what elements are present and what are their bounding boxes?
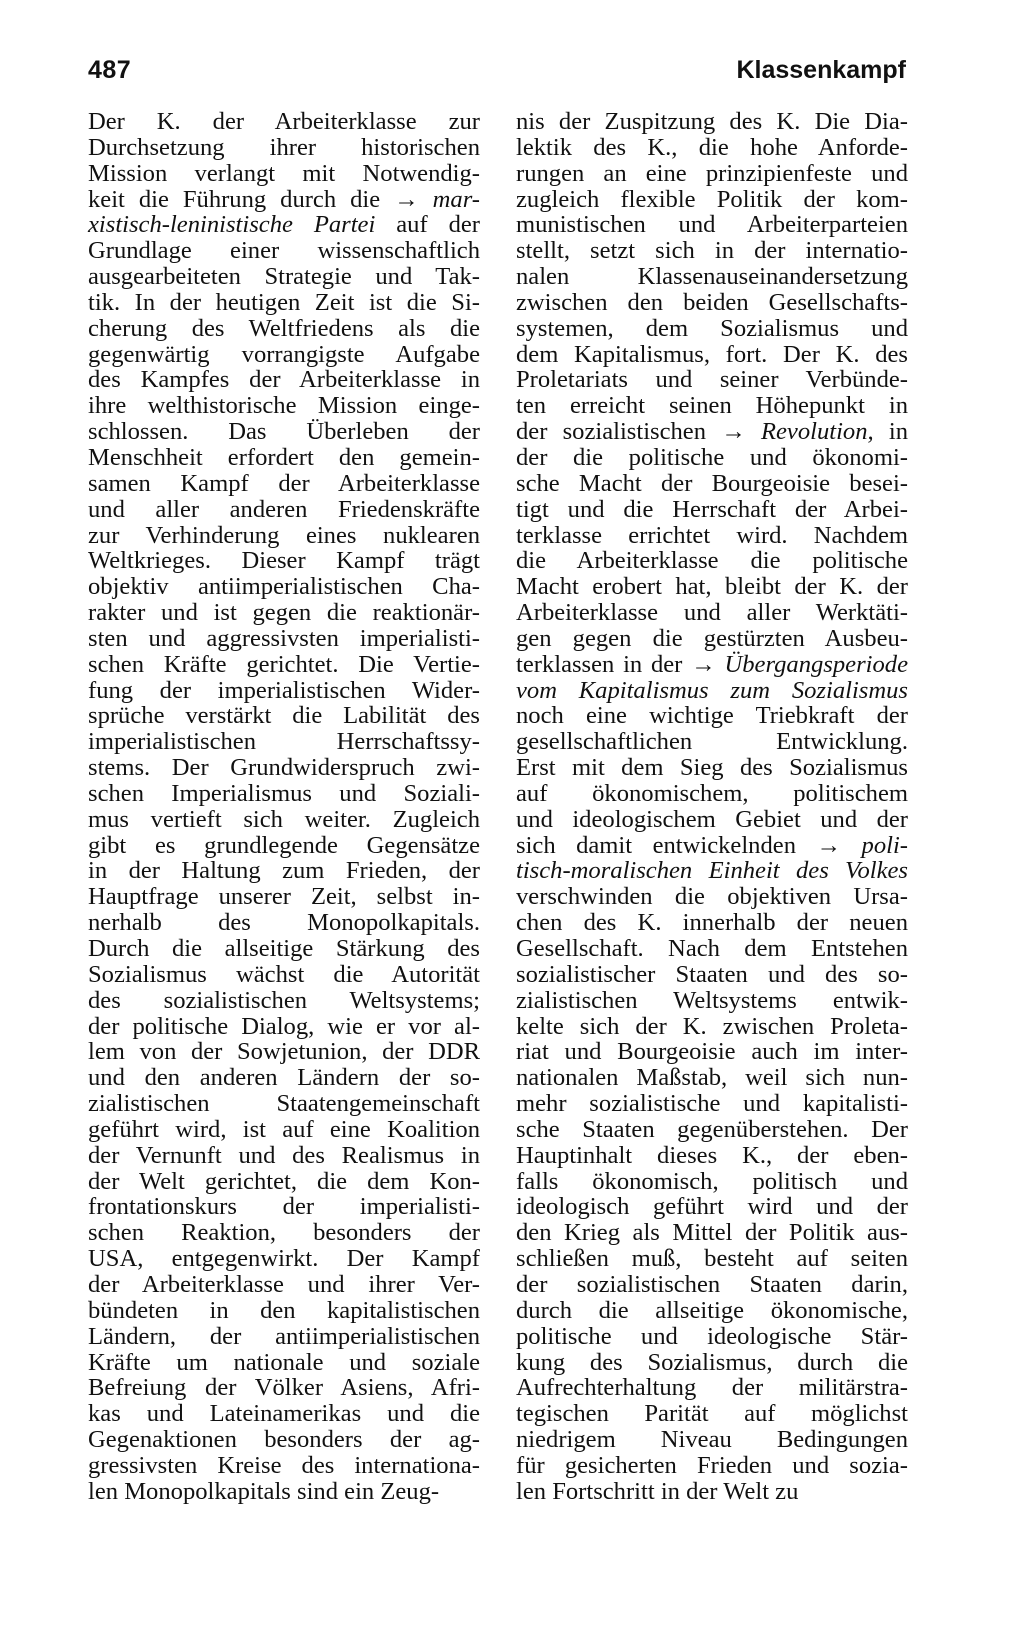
- text-line: [88, 936, 480, 962]
- text-segment: gegenwärtig vorrangigste Aufgabe: [88, 340, 480, 368]
- text-line: [88, 135, 480, 161]
- text-segment: ideologisch geführt wird und der: [516, 1193, 908, 1221]
- text-line: [516, 471, 908, 497]
- text-segment: ihre welthistorische Mission einge-: [88, 392, 480, 420]
- text-line: [88, 833, 480, 859]
- text-segment: Arbeiterklasse und aller Werktäti-: [516, 599, 908, 627]
- text-column-left: [88, 109, 480, 1505]
- text-segment: der sozialistischen →: [516, 418, 761, 446]
- text-segment: rakter und ist gegen die reaktionär-: [88, 599, 480, 627]
- text-line: [516, 858, 908, 884]
- text-segment: sche Staaten gegenüberstehen. Der: [516, 1115, 908, 1143]
- text-segment: munistischen und Arbeiterparteien: [516, 211, 908, 239]
- text-line: [516, 393, 908, 419]
- text-line: [516, 574, 908, 600]
- text-segment: Hauptfrage unserer Zeit, selbst in-: [88, 883, 480, 911]
- text-segment: samen Kampf der Arbeiterklasse: [88, 469, 480, 497]
- text-segment: riat und Bourgeoisie auch im inter-: [516, 1038, 908, 1066]
- text-segment: zur Verhinderung eines nuklearen: [88, 521, 480, 549]
- italic-text: xistisch-leninistische Partei: [88, 211, 376, 239]
- text-segment: cherung des Weltfriedens als die: [88, 314, 480, 342]
- running-head-title: Klassenkampf: [736, 56, 906, 84]
- text-segment: in: [873, 418, 909, 446]
- text-segment: schen Imperialismus und Soziali-: [88, 779, 480, 807]
- text-segment: und ideologischem Gebiet und der: [516, 805, 908, 833]
- text-line: [516, 1272, 908, 1298]
- text-segment: Erst mit dem Sieg des Sozialismus: [516, 754, 908, 782]
- text-line: [516, 1298, 908, 1324]
- text-line: [88, 626, 480, 652]
- text-line: [88, 600, 480, 626]
- text-line: [88, 1401, 480, 1427]
- italic-text: vom Kapitalismus zum Sozialismus: [516, 676, 908, 704]
- italic-text: poli-: [861, 831, 908, 859]
- text-line: [516, 781, 908, 807]
- text-segment: imperialistischen Herrschaftssy-: [88, 728, 480, 756]
- text-line: [88, 1065, 480, 1091]
- text-line: [88, 807, 480, 833]
- text-line: [88, 858, 480, 884]
- text-line: [88, 1143, 480, 1169]
- text-segment: Macht erobert hat, bleibt der K. der: [516, 573, 908, 601]
- text-segment: der sozialistischen Staaten darin,: [516, 1270, 908, 1298]
- text-segment: objektiv antiimperialistischen Cha-: [88, 573, 480, 601]
- text-segment: gesellschaftlichen Entwicklung.: [516, 728, 908, 756]
- text-line: [88, 1169, 480, 1195]
- text-segment: die Arbeiterklasse die politische: [516, 547, 908, 575]
- text-segment: Aufrechterhaltung der militärstra-: [516, 1374, 908, 1402]
- text-segment: niedrigem Niveau Bedingungen: [516, 1426, 908, 1454]
- text-line: [516, 1143, 908, 1169]
- text-line: [516, 497, 908, 523]
- text-line: [88, 574, 480, 600]
- text-line: [516, 807, 908, 833]
- text-line: [516, 187, 908, 213]
- text-segment: Weltkrieges. Dieser Kampf trägt: [88, 547, 480, 575]
- text-line: [516, 1039, 908, 1065]
- text-segment: der die politische und ökonomi-: [516, 443, 908, 471]
- text-line: [516, 1220, 908, 1246]
- text-segment: schen Reaktion, besonders der: [88, 1219, 480, 1247]
- text-segment: bündeten in den kapitalistischen: [88, 1296, 480, 1324]
- text-segment: der Welt gerichtet, die dem Kon-: [88, 1167, 480, 1195]
- text-segment: auf der: [375, 211, 480, 239]
- text-segment: Grundlage einer wissenschaftlich: [88, 237, 480, 265]
- text-line: [516, 161, 908, 187]
- text-line: [516, 109, 908, 135]
- text-line: [516, 678, 908, 704]
- text-segment: nationalen Maßstab, weil sich nun-: [516, 1064, 908, 1092]
- text-line: [516, 1117, 908, 1143]
- text-line: [88, 1375, 480, 1401]
- text-line: [516, 626, 908, 652]
- text-line: [516, 264, 908, 290]
- text-segment: politische und ideologische Stär-: [516, 1322, 908, 1350]
- text-segment: tigt und die Herrschaft der Arbei-: [516, 495, 908, 523]
- text-line: [516, 290, 908, 316]
- text-line: [516, 342, 908, 368]
- text-segment: Hauptinhalt dieses K., der eben-: [516, 1141, 908, 1169]
- text-segment: lem von der Sowjetunion, der DDR: [88, 1038, 480, 1066]
- text-segment: der Vernunft und des Realismus in: [88, 1141, 480, 1169]
- text-line: [516, 1427, 908, 1453]
- text-line: [88, 781, 480, 807]
- text-line: [88, 445, 480, 471]
- text-line: [516, 135, 908, 161]
- text-segment: keit die Führung durch die →: [88, 185, 433, 213]
- text-segment: lektik des K., die hohe Anforde-: [516, 133, 908, 161]
- text-segment: durch die allseitige ökonomische,: [516, 1296, 908, 1324]
- text-segment: Ländern, der antiimperialistischen: [88, 1322, 480, 1350]
- text-line: [516, 833, 908, 859]
- text-segment: nalen Klassenauseinandersetzung: [516, 263, 908, 291]
- text-segment: terklassen in der →: [516, 650, 725, 678]
- text-segment: in der Haltung zum Frieden, der: [88, 857, 480, 885]
- text-segment: ten erreicht seinen Höhepunkt in: [516, 392, 908, 420]
- text-segment: frontationskurs der imperialisti-: [88, 1193, 480, 1221]
- text-segment: des Kampfes der Arbeiterklasse in: [88, 366, 480, 394]
- text-segment: Durchsetzung ihrer historischen: [88, 133, 480, 161]
- text-line: [88, 703, 480, 729]
- text-segment: mehr sozialistische und kapitalisti-: [516, 1090, 908, 1118]
- italic-text: Übergangsperiode: [724, 650, 908, 678]
- text-line: [88, 1246, 480, 1272]
- text-line: [88, 264, 480, 290]
- text-segment: der Arbeiterklasse und ihrer Ver-: [88, 1270, 480, 1298]
- text-line: [88, 1453, 480, 1479]
- text-segment: zialistischen Staatengemeinschaft: [88, 1090, 480, 1118]
- text-segment: stellt, setzt sich in der internatio-: [516, 237, 908, 265]
- text-line: [88, 548, 480, 574]
- text-line: [88, 1014, 480, 1040]
- text-line: [88, 678, 480, 704]
- text-segment: falls ökonomisch, politisch und: [516, 1167, 908, 1195]
- text-segment: Mission verlangt mit Notwendig-: [88, 159, 480, 187]
- text-line: [88, 962, 480, 988]
- text-segment: rungen an eine prinzipienfeste und: [516, 159, 908, 187]
- text-segment: Gesellschaft. Nach dem Entstehen: [516, 935, 908, 962]
- text-line: [88, 290, 480, 316]
- text-line: [88, 187, 480, 213]
- text-line: [516, 1169, 908, 1195]
- text-segment: gibt es grundlegende Gegensätze: [88, 831, 480, 859]
- italic-text: tisch-moralischen Einheit des Volkes: [516, 857, 908, 885]
- text-segment: tegischen Parität auf möglichst: [516, 1400, 908, 1428]
- text-segment: Gegenaktionen besonders der ag-: [88, 1426, 480, 1454]
- text-segment: sprüche verstärkt die Labilität des: [88, 702, 480, 730]
- text-line: [516, 910, 908, 936]
- text-line: [88, 342, 480, 368]
- text-line: [516, 1091, 908, 1117]
- text-line: [88, 471, 480, 497]
- text-line: [88, 1194, 480, 1220]
- text-line: [516, 316, 908, 342]
- text-line: [88, 910, 480, 936]
- text-segment: len Monopolkapitals sind ein Zeug-: [88, 1477, 440, 1505]
- text-line: [88, 988, 480, 1014]
- text-line: [88, 109, 480, 135]
- text-segment: sten und aggressivsten imperialisti-: [88, 624, 480, 652]
- text-line: [516, 988, 908, 1014]
- text-line: [516, 652, 908, 678]
- text-segment: dem Kapitalismus, fort. Der K. des: [516, 340, 908, 368]
- text-line: [88, 1427, 480, 1453]
- text-line: [516, 600, 908, 626]
- text-segment: für gesicherten Frieden und sozia-: [516, 1451, 908, 1479]
- text-line: [88, 652, 480, 678]
- italic-text: mar-: [432, 185, 480, 213]
- text-line: [516, 212, 908, 238]
- text-line: [88, 1039, 480, 1065]
- text-segment: und aller anderen Friedenskräfte: [88, 495, 480, 523]
- text-line: [516, 1246, 908, 1272]
- text-line: [516, 523, 908, 549]
- text-line: [88, 1117, 480, 1143]
- text-segment: der politische Dialog, wie er vor al-: [88, 1012, 480, 1040]
- text-line: [88, 393, 480, 419]
- text-segment: gen gegen die gestürzten Ausbeu-: [516, 624, 908, 652]
- text-segment: mus vertieft sich weiter. Zugleich: [88, 805, 480, 833]
- text-segment: systemen, dem Sozialismus und: [516, 314, 908, 342]
- text-line: [516, 548, 908, 574]
- text-segment: Menschheit erfordert den gemein-: [88, 443, 480, 471]
- text-segment: schließen muß, besteht auf seiten: [516, 1245, 908, 1273]
- text-segment: tik. In der heutigen Zeit ist die Si-: [88, 288, 480, 316]
- text-segment: nerhalb des Monopolkapitals.: [88, 909, 480, 937]
- text-segment: schen Kräfte gerichtet. Die Vertie-: [88, 650, 480, 678]
- text-line: [516, 962, 908, 988]
- text-line: [516, 419, 908, 445]
- text-line: [516, 936, 908, 962]
- text-segment: und den anderen Ländern der so-: [88, 1064, 480, 1092]
- text-segment: chen des K. innerhalb der neuen: [516, 909, 908, 937]
- text-line: [88, 367, 480, 393]
- text-segment: Der K. der Arbeiterklasse zur: [88, 108, 480, 135]
- text-line: [516, 703, 908, 729]
- text-segment: den Krieg als Mittel der Politik aus-: [516, 1219, 908, 1247]
- text-line: [516, 1014, 908, 1040]
- text-line: [516, 1375, 908, 1401]
- text-segment: Kräfte um nationale und soziale: [88, 1348, 480, 1376]
- text-segment: Proletariats und seiner Verbünde-: [516, 366, 908, 394]
- text-line: [516, 729, 908, 755]
- text-segment: fung der imperialistischen Wider-: [88, 676, 480, 704]
- text-segment: verschwinden die objektiven Ursa-: [516, 883, 908, 911]
- text-line: [88, 212, 480, 238]
- text-line: [516, 445, 908, 471]
- text-line: [88, 1324, 480, 1350]
- text-line: [88, 497, 480, 523]
- text-segment: zwischen den beiden Gesellschafts-: [516, 288, 908, 316]
- text-line: [88, 755, 480, 781]
- text-segment: schlossen. Das Überleben der: [88, 418, 480, 446]
- text-segment: sche Macht der Bourgeoisie besei-: [516, 469, 908, 497]
- text-line: [516, 884, 908, 910]
- text-segment: noch eine wichtige Triebkraft der: [516, 702, 908, 730]
- text-line: [88, 884, 480, 910]
- text-column-right: [516, 109, 908, 1505]
- text-segment: zialistischen Weltsystems entwik-: [516, 986, 908, 1014]
- text-line: [88, 1350, 480, 1376]
- italic-text: Revolution,: [760, 418, 874, 446]
- text-segment: ausgearbeiteten Strategie und Tak-: [88, 263, 480, 291]
- text-segment: geführt wird, ist auf eine Koalition: [88, 1115, 480, 1143]
- text-line: [88, 419, 480, 445]
- text-line: [88, 729, 480, 755]
- text-line: [88, 161, 480, 187]
- page-number: 487: [88, 56, 132, 84]
- text-line: [516, 1453, 908, 1479]
- text-segment: stems. Der Grundwiderspruch zwi-: [88, 754, 480, 782]
- text-line: [88, 1220, 480, 1246]
- text-segment: kas und Lateinamerikas und die: [88, 1400, 480, 1428]
- text-line: [516, 1065, 908, 1091]
- text-line: [88, 238, 480, 264]
- text-line: [88, 1272, 480, 1298]
- text-line: [516, 238, 908, 264]
- text-segment: Befreiung der Völker Asiens, Afri-: [88, 1374, 480, 1402]
- text-segment: gressivsten Kreise des internationa-: [88, 1451, 480, 1479]
- text-line: [88, 1091, 480, 1117]
- text-segment: auf ökonomischem, politischem: [516, 779, 908, 807]
- text-line: [88, 1479, 480, 1505]
- text-line: [516, 1401, 908, 1427]
- text-segment: sozialistischer Staaten und des so-: [516, 960, 908, 988]
- text-line: [88, 523, 480, 549]
- text-segment: kelte sich der K. zwischen Proleta-: [516, 1012, 908, 1040]
- text-line: [516, 1350, 908, 1376]
- text-line: [88, 316, 480, 342]
- text-segment: nis der Zuspitzung des K. Die Dia-: [516, 108, 908, 135]
- text-line: [516, 367, 908, 393]
- text-line: [516, 1479, 908, 1505]
- text-segment: len Fortschritt in der Welt zu: [516, 1477, 799, 1505]
- text-line: [516, 1194, 908, 1220]
- text-line: [516, 755, 908, 781]
- text-line: [516, 1324, 908, 1350]
- text-segment: zugleich flexible Politik der kom-: [516, 185, 908, 213]
- text-segment: kung des Sozialismus, durch die: [516, 1348, 908, 1376]
- text-segment: USA, entgegenwirkt. Der Kampf: [88, 1245, 480, 1273]
- text-segment: Durch die allseitige Stärkung des: [88, 935, 480, 962]
- text-line: [88, 1298, 480, 1324]
- text-segment: Sozialismus wächst die Autorität: [88, 960, 480, 988]
- text-segment: des sozialistischen Weltsystems;: [88, 986, 480, 1014]
- text-segment: terklasse errichtet wird. Nachdem: [516, 521, 908, 549]
- text-segment: sich damit entwickelnden →: [516, 831, 862, 859]
